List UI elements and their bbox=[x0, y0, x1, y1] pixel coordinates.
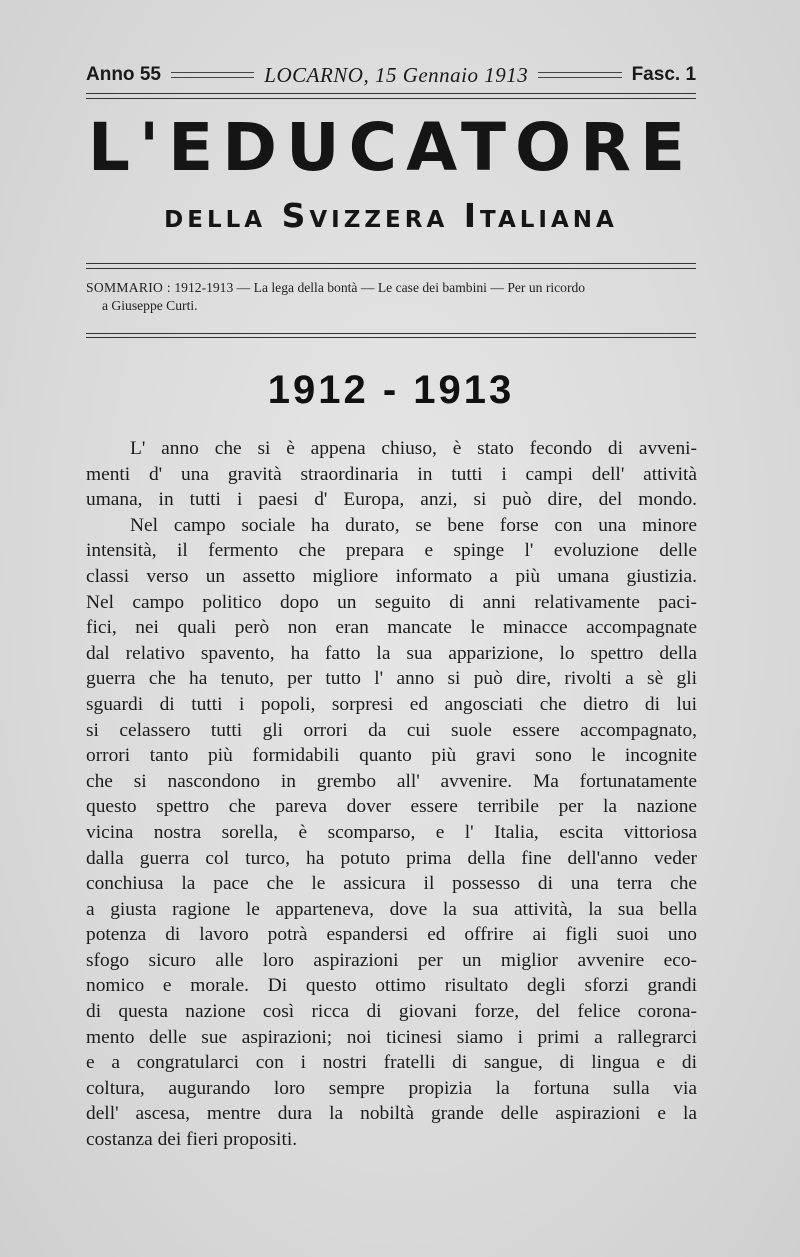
toc-divider bbox=[86, 333, 696, 334]
article-line: si celassero tutti gli orrori da cui suole essere accompagnato, bbox=[86, 719, 697, 741]
header-ornament-right bbox=[538, 72, 621, 78]
table-of-contents bbox=[86, 279, 696, 315]
article-line: nomico e morale. Di questo ottimo risultato degli sforzi grandi bbox=[86, 975, 697, 997]
article-line: vicina nostra sorella, è scomparso, e l' Italia, escita vittoriosa bbox=[86, 821, 697, 843]
header-divider bbox=[86, 93, 696, 99]
article-line: sfogo sicuro alle loro aspirazioni per un miglior avvenire eco- bbox=[86, 949, 697, 971]
article-line: costanza dei fieri propositi. bbox=[86, 1129, 298, 1151]
article-line: Nel campo politico dopo un seguito di anni relativamente paci- bbox=[86, 591, 697, 613]
toc-entries: 1912-1913 — La lega della bontà — Le case dei bambini — Per un ricordo bbox=[174, 280, 586, 295]
issue-year: Anno 55 bbox=[86, 64, 161, 85]
masthead-title: L'EDUCATORE bbox=[87, 109, 695, 186]
article-line: dal relativo spavento, ha fatto la sua apparizione, lo spettro della bbox=[86, 642, 697, 664]
article-line: L' anno che si è appena chiuso, è stato fecondo di avveni- bbox=[130, 438, 697, 459]
article-line: Nel campo sociale ha durato, se bene forse con una minore bbox=[130, 514, 697, 536]
article-line: intensità, il fermento che prepara e spinge l' evoluzione delle bbox=[86, 540, 697, 562]
article-line: coltura, augurando loro sempre propizia la fortuna sulla via bbox=[86, 1077, 697, 1099]
article-line: classi verso un assetto migliore informato a più umana giustizia. bbox=[86, 565, 697, 587]
article-line: di questa nazione così ricca di giovani forze, del felice corona- bbox=[86, 1001, 697, 1023]
article-line: menti d' una gravità straordinaria in tutti i campi dell' attività bbox=[86, 463, 697, 485]
article-line: umana, in tutti i paesi d' Europa, anzi, si può dire, del mondo. bbox=[86, 489, 697, 511]
article-line: e a congratularci con i nostri fratelli di sangue, di lingua e di bbox=[86, 1052, 697, 1074]
article-line: potenza di lavoro potrà espandersi ed offrire ai figli suoi uno bbox=[86, 924, 697, 946]
toc-divider-second bbox=[86, 337, 696, 338]
article-line: guerra che ha tenuto, per tutto l' anno si può dire, rivolti a sè gli bbox=[86, 668, 697, 690]
article-body bbox=[86, 436, 697, 1153]
article-line: fici, nei quali però non eran mancate le minacce accompagnate bbox=[86, 617, 697, 639]
dateline: LOCARNO, 15 Gennaio 1913 bbox=[264, 62, 529, 87]
article-line: conchiusa la pace che le assicura il possesso di una terra che bbox=[86, 873, 697, 895]
masthead-divider bbox=[86, 263, 696, 269]
article-line: mento delle sue aspirazioni; noi ticinesi siamo i primi a rallegrarci bbox=[86, 1026, 697, 1048]
toc-line-1 bbox=[86, 279, 696, 297]
article-line: che si nascondono in grembo all' avvenire. Ma fortunatamente bbox=[86, 770, 697, 792]
toc-line-2: a Giuseppe Curti. bbox=[102, 298, 198, 313]
masthead-subtitle: della Svizzera Italiana bbox=[164, 196, 618, 235]
article-line: orrori tanto più formidabili quanto più gravi sono le incognite bbox=[86, 745, 697, 767]
article-title: 1912 - 1913 bbox=[267, 368, 515, 412]
issue-header bbox=[86, 62, 696, 88]
article-line: dalla guerra col turco, ha potuto prima della fine dell'anno veder bbox=[86, 847, 697, 869]
toc-label: SOMMARIO : bbox=[86, 280, 171, 295]
article-line: sguardi di tutti i popoli, sorpresi ed angosciati che dietro di lui bbox=[86, 693, 697, 715]
issue-number: Fasc. 1 bbox=[631, 64, 697, 85]
article-line: questo spettro che pareva dover essere terribile per la nazione bbox=[86, 796, 697, 818]
article-line: a giusta ragione le apparteneva, dove la sua attività, la sua bella bbox=[86, 898, 697, 920]
header-ornament-left bbox=[171, 72, 254, 78]
article-line: dell' ascesa, mentre dura la nobiltà grande delle aspirazioni e la bbox=[86, 1103, 697, 1125]
